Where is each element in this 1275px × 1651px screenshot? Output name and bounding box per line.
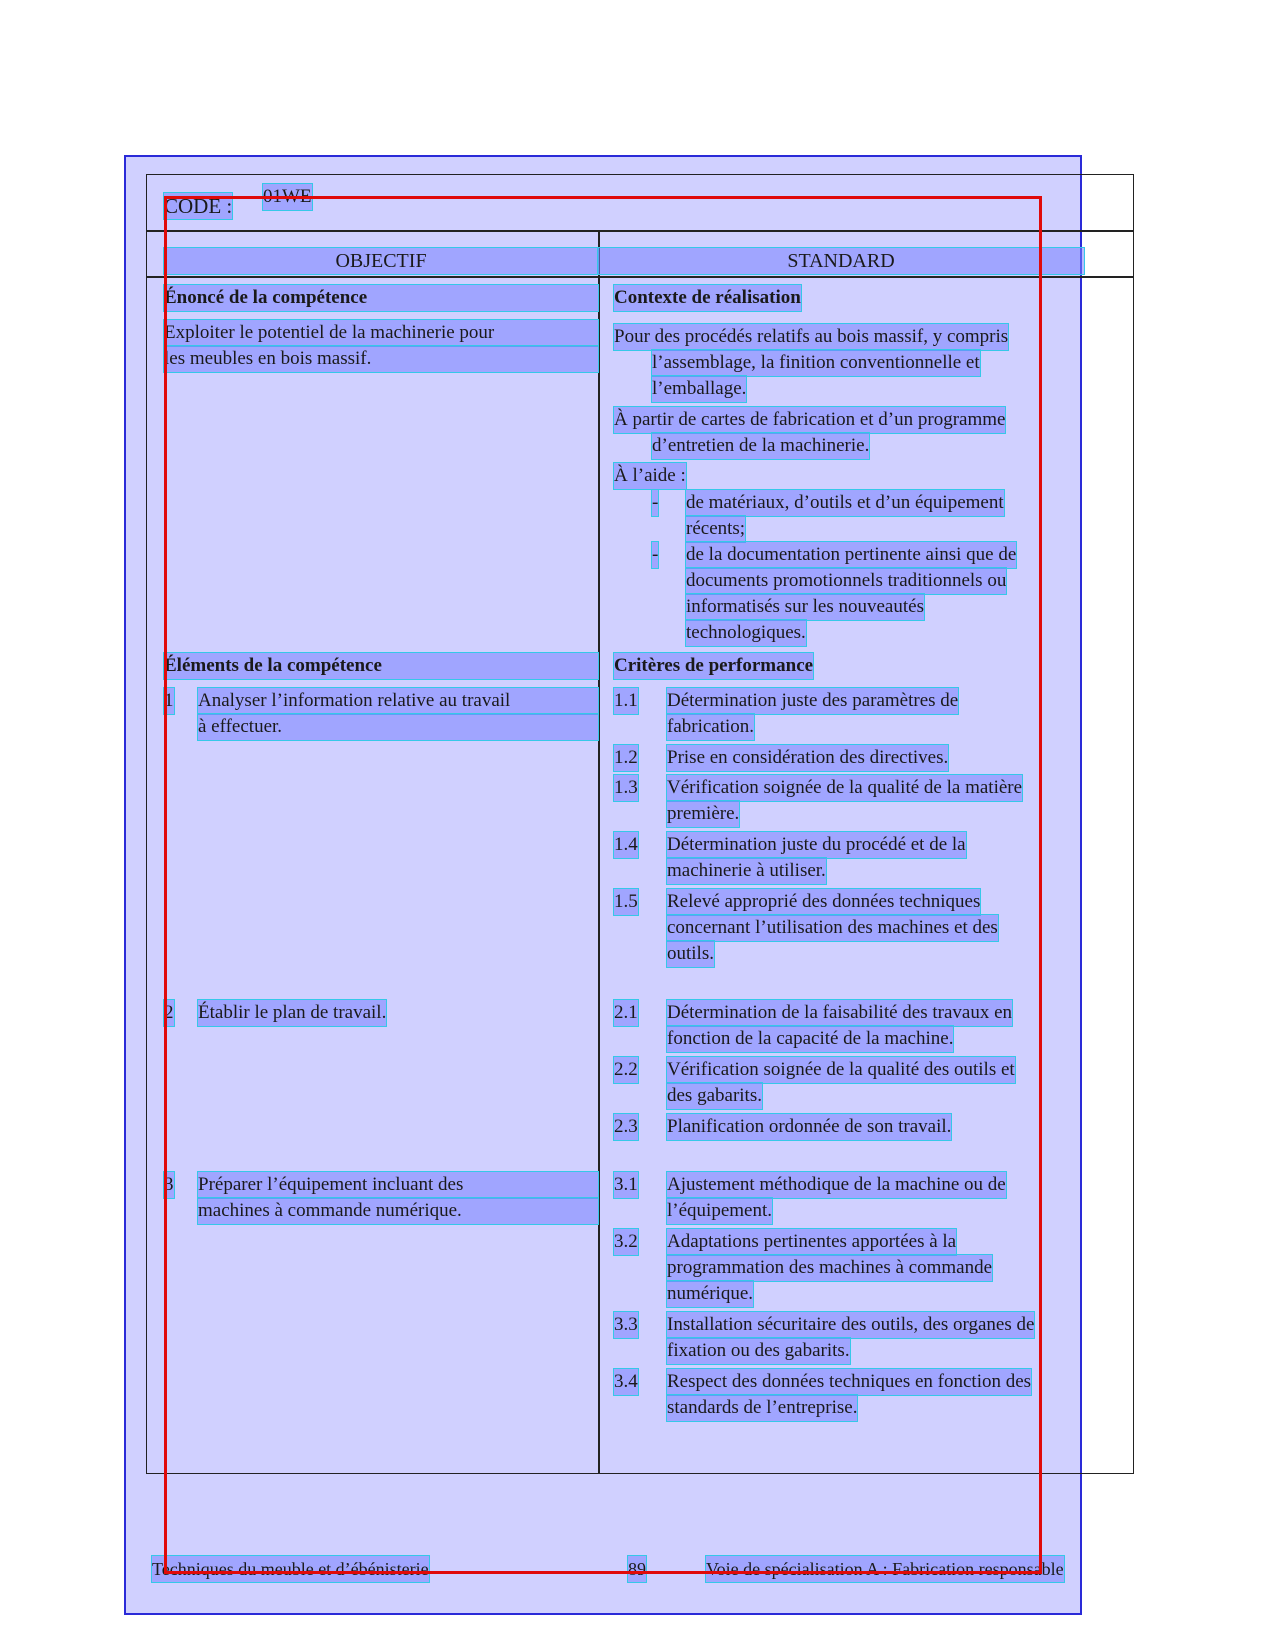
criteres-title: Critères de performance [614,653,813,679]
contexte-bullet-line: technologiques. [686,620,806,646]
critere-number: 2.1 [614,1000,638,1026]
critere-line: concernant l’utilisation des machines et des [667,915,998,941]
elements-title: Éléments de la compétence [164,653,598,679]
enonce-title: Énoncé de la compétence [164,285,598,311]
enonce-line: Exploiter le potentiel de la machinerie pour [164,320,598,346]
critere-line: fabrication. [667,714,754,740]
contexte-p2-line: À partir de cartes de fabrication et d’un programme [614,407,1005,433]
contexte-bullet-line: de la documentation pertinente ainsi que de [686,542,1016,568]
critere-number: 2.3 [614,1114,638,1140]
critere-line: fonction de la capacité de la machine. [667,1026,953,1052]
contexte-bullet-line: documents promotionnels traditionnels ou [686,568,1006,594]
critere-line: première. [667,801,739,827]
critere-number: 1.1 [614,688,638,714]
footer-left: Techniques du meuble et d’ébénisterie [152,1556,429,1582]
element-number: 1 [164,688,174,714]
code-value: 01WE [263,184,312,210]
critere-number: 1.5 [614,889,638,915]
contexte-bullet-line: informatisés sur les nouveautés [686,594,924,620]
annotation-region-inner [164,196,1042,1574]
critere-line: Ajustement méthodique de la machine ou de [667,1172,1006,1198]
element-line: à effectuer. [198,714,598,740]
contexte-p1-line: l’emballage. [652,376,746,402]
contexte-title: Contexte de réalisation [614,285,801,311]
header-objectif: OBJECTIF [164,248,598,274]
critere-number: 1.4 [614,832,638,858]
bullet-dash: - [652,490,658,516]
critere-line: numérique. [667,1281,753,1307]
code-label: CODE : [164,194,233,218]
contexte-p2-line: d’entretien de la machinerie. [652,433,869,459]
element-number: 2 [164,1000,174,1026]
critere-line: Détermination juste du procédé et de la [667,832,966,858]
critere-line: l’équipement. [667,1198,772,1224]
critere-line: Planification ordonnée de son travail. [667,1114,951,1140]
element-number: 3 [164,1172,174,1198]
critere-line: Respect des données techniques en fonction des [667,1369,1031,1395]
critere-number: 3.2 [614,1229,638,1255]
contexte-bullet-line: récents; [686,516,745,542]
contexte-bullet-line: de matériaux, d’outils et d’un équipement [686,490,1004,516]
critere-number: 3.1 [614,1172,638,1198]
element-line: machines à commande numérique. [198,1198,598,1224]
critere-line: Détermination juste des paramètres de [667,688,958,714]
critere-line: Vérification soignée de la qualité de la matière [667,775,1022,801]
contexte-p1-line: l’assemblage, la finition conventionnelle et [652,350,980,376]
critere-line: Détermination de la faisabilité des travaux en [667,1000,1012,1026]
enonce-line: les meubles en bois massif. [164,346,598,372]
footer-right: Voie de spécialisation A : Fabrication responsable [706,1556,1064,1582]
critere-line: programmation des machines à commande [667,1255,992,1281]
element-line: Préparer l’équipement incluant des [198,1172,598,1198]
critere-line: machinerie à utiliser. [667,858,826,884]
critere-number: 3.4 [614,1369,638,1395]
contexte-p1-line: Pour des procédés relatifs au bois massif, y compris [614,324,1008,350]
critere-line: Installation sécuritaire des outils, des organes de [667,1312,1034,1338]
critere-line: Vérification soignée de la qualité des outils et [667,1057,1015,1083]
critere-line: outils. [667,941,714,967]
element-line: Analyser l’information relative au travail [198,688,598,714]
critere-line: Prise en considération des directives. [667,745,948,771]
contexte-p3: À l’aide : [614,463,686,489]
element-line: Établir le plan de travail. [198,1000,386,1026]
critere-line: standards de l’entreprise. [667,1395,857,1421]
bullet-dash: - [652,542,658,568]
critere-number: 1.2 [614,745,638,771]
critere-line: Adaptations pertinentes apportées à la [667,1229,956,1255]
header-standard: STANDARD [598,248,1084,274]
critere-line: Relevé approprié des données techniques [667,889,980,915]
critere-line: des gabarits. [667,1083,762,1109]
footer-page-number: 89 [628,1556,646,1582]
critere-number: 1.3 [614,775,638,801]
critere-line: fixation ou des gabarits. [667,1338,850,1364]
critere-number: 2.2 [614,1057,638,1083]
critere-number: 3.3 [614,1312,638,1338]
